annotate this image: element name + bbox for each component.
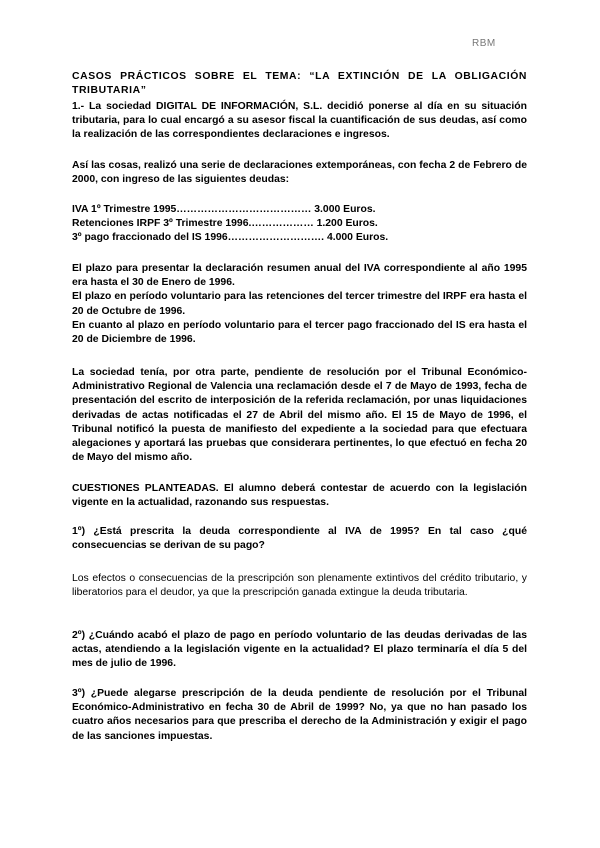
intro-paragraph: 1.- La sociedad DIGITAL DE INFORMACIÓN, S.L. decidió ponerse al día en su situación tributaria, para lo cual encargó a su asesor fiscal la cuantificación de sus deudas, así como la realización de las correspondientes declaraciones e ingresos.: [72, 101, 527, 141]
question-2: 2º) ¿Cuándo acabó el plazo de pago en período voluntario de las deudas derivadas de las actas, atendiendo a la legislación vigente en la actualidad? El plazo terminaría el día 5 del mes de julio de 1996.: [72, 630, 527, 670]
plazos-block: [72, 262, 527, 347]
plazo-item: El plazo para presentar la declaración resumen anual del IVA correspondiente al año 1995 era hasta el 30 de Enero de 1996.: [72, 263, 527, 289]
document-title: CASOS PRÁCTICOS SOBRE EL TEMA: “LA EXTINCIÓN DE LA OBLIGACIÓN TRIBUTARIA”: [72, 71, 527, 97]
question-3: 3º) ¿Puede alegarse prescripción de la deuda pendiente de resolución por el Tribunal Económico-Administrativo en fecha 30 de Abril de 1999? No, ya que no han pasado los cuatro años necesarios para que prescriba el derecho de la Administración y exigir el pago de las sanciones impuestas.: [72, 688, 527, 742]
header-mark: RBM: [472, 38, 496, 49]
deuda-item: 3º pago fraccionado del IS 1996………………………. 4.000 Euros.: [72, 232, 389, 244]
plazo-item: En cuanto al plazo en período voluntario para el tercer pago fraccionado del IS era hasta el 20 de Diciembre de 1996.: [72, 319, 527, 346]
question-1: 1º) ¿Está prescrita la deuda correspondiente al IVA de 1995? En tal caso ¿qué consecuencias se derivan de su pago?: [72, 526, 527, 552]
cuestiones-paragraph: CUESTIONES PLANTEADAS. El alumno deberá contestar de acuerdo con la legislación vigente en la actualidad, razonando sus respuestas.: [72, 483, 527, 509]
plazo-item: El plazo en período voluntario para las retenciones del tercer trimestre del IRPF era hasta el 20 de Octubre de 1996.: [72, 291, 527, 317]
declaraciones-paragraph: Así las cosas, realizó una serie de declaraciones extemporáneas, con fecha 2 de Febrero de 2000, con ingreso de las siguientes deudas:: [72, 160, 527, 186]
deuda-item: IVA 1º Trimestre 1995………………………………… 3.000 Euros.: [72, 204, 376, 215]
answer-1: Los efectos o consecuencias de la prescripción son plenamente extintivos del crédito tributario, y liberatorios para el deudor, ya que la prescripción ganada extingue la deuda tributaria.: [72, 573, 527, 599]
deudas-list: [72, 203, 527, 246]
reclamacion-paragraph: La sociedad tenía, por otra parte, pendiente de resolución por el Tribunal Económico-Administrativo Regional de Valencia una reclamación desde el 7 de Mayo de 1993, fecha de presentación del escrito de interposición de la referida reclamación, por unas liquidaciones derivadas de actas notificadas el 27 de Abril del mismo año. El 15 de Mayo de 1996, el Tribunal notificó la puesta de manifiesto del expediente a la sociedad para que efectuara alegaciones y aportará las pruebas que considerara pertinentes, lo que efectuó en fecha 20 de Mayo del mismo año.: [72, 367, 527, 464]
deuda-item: Retenciones IRPF 3º Trimestre 1996.……………… 1.200 Euros.: [72, 218, 378, 230]
